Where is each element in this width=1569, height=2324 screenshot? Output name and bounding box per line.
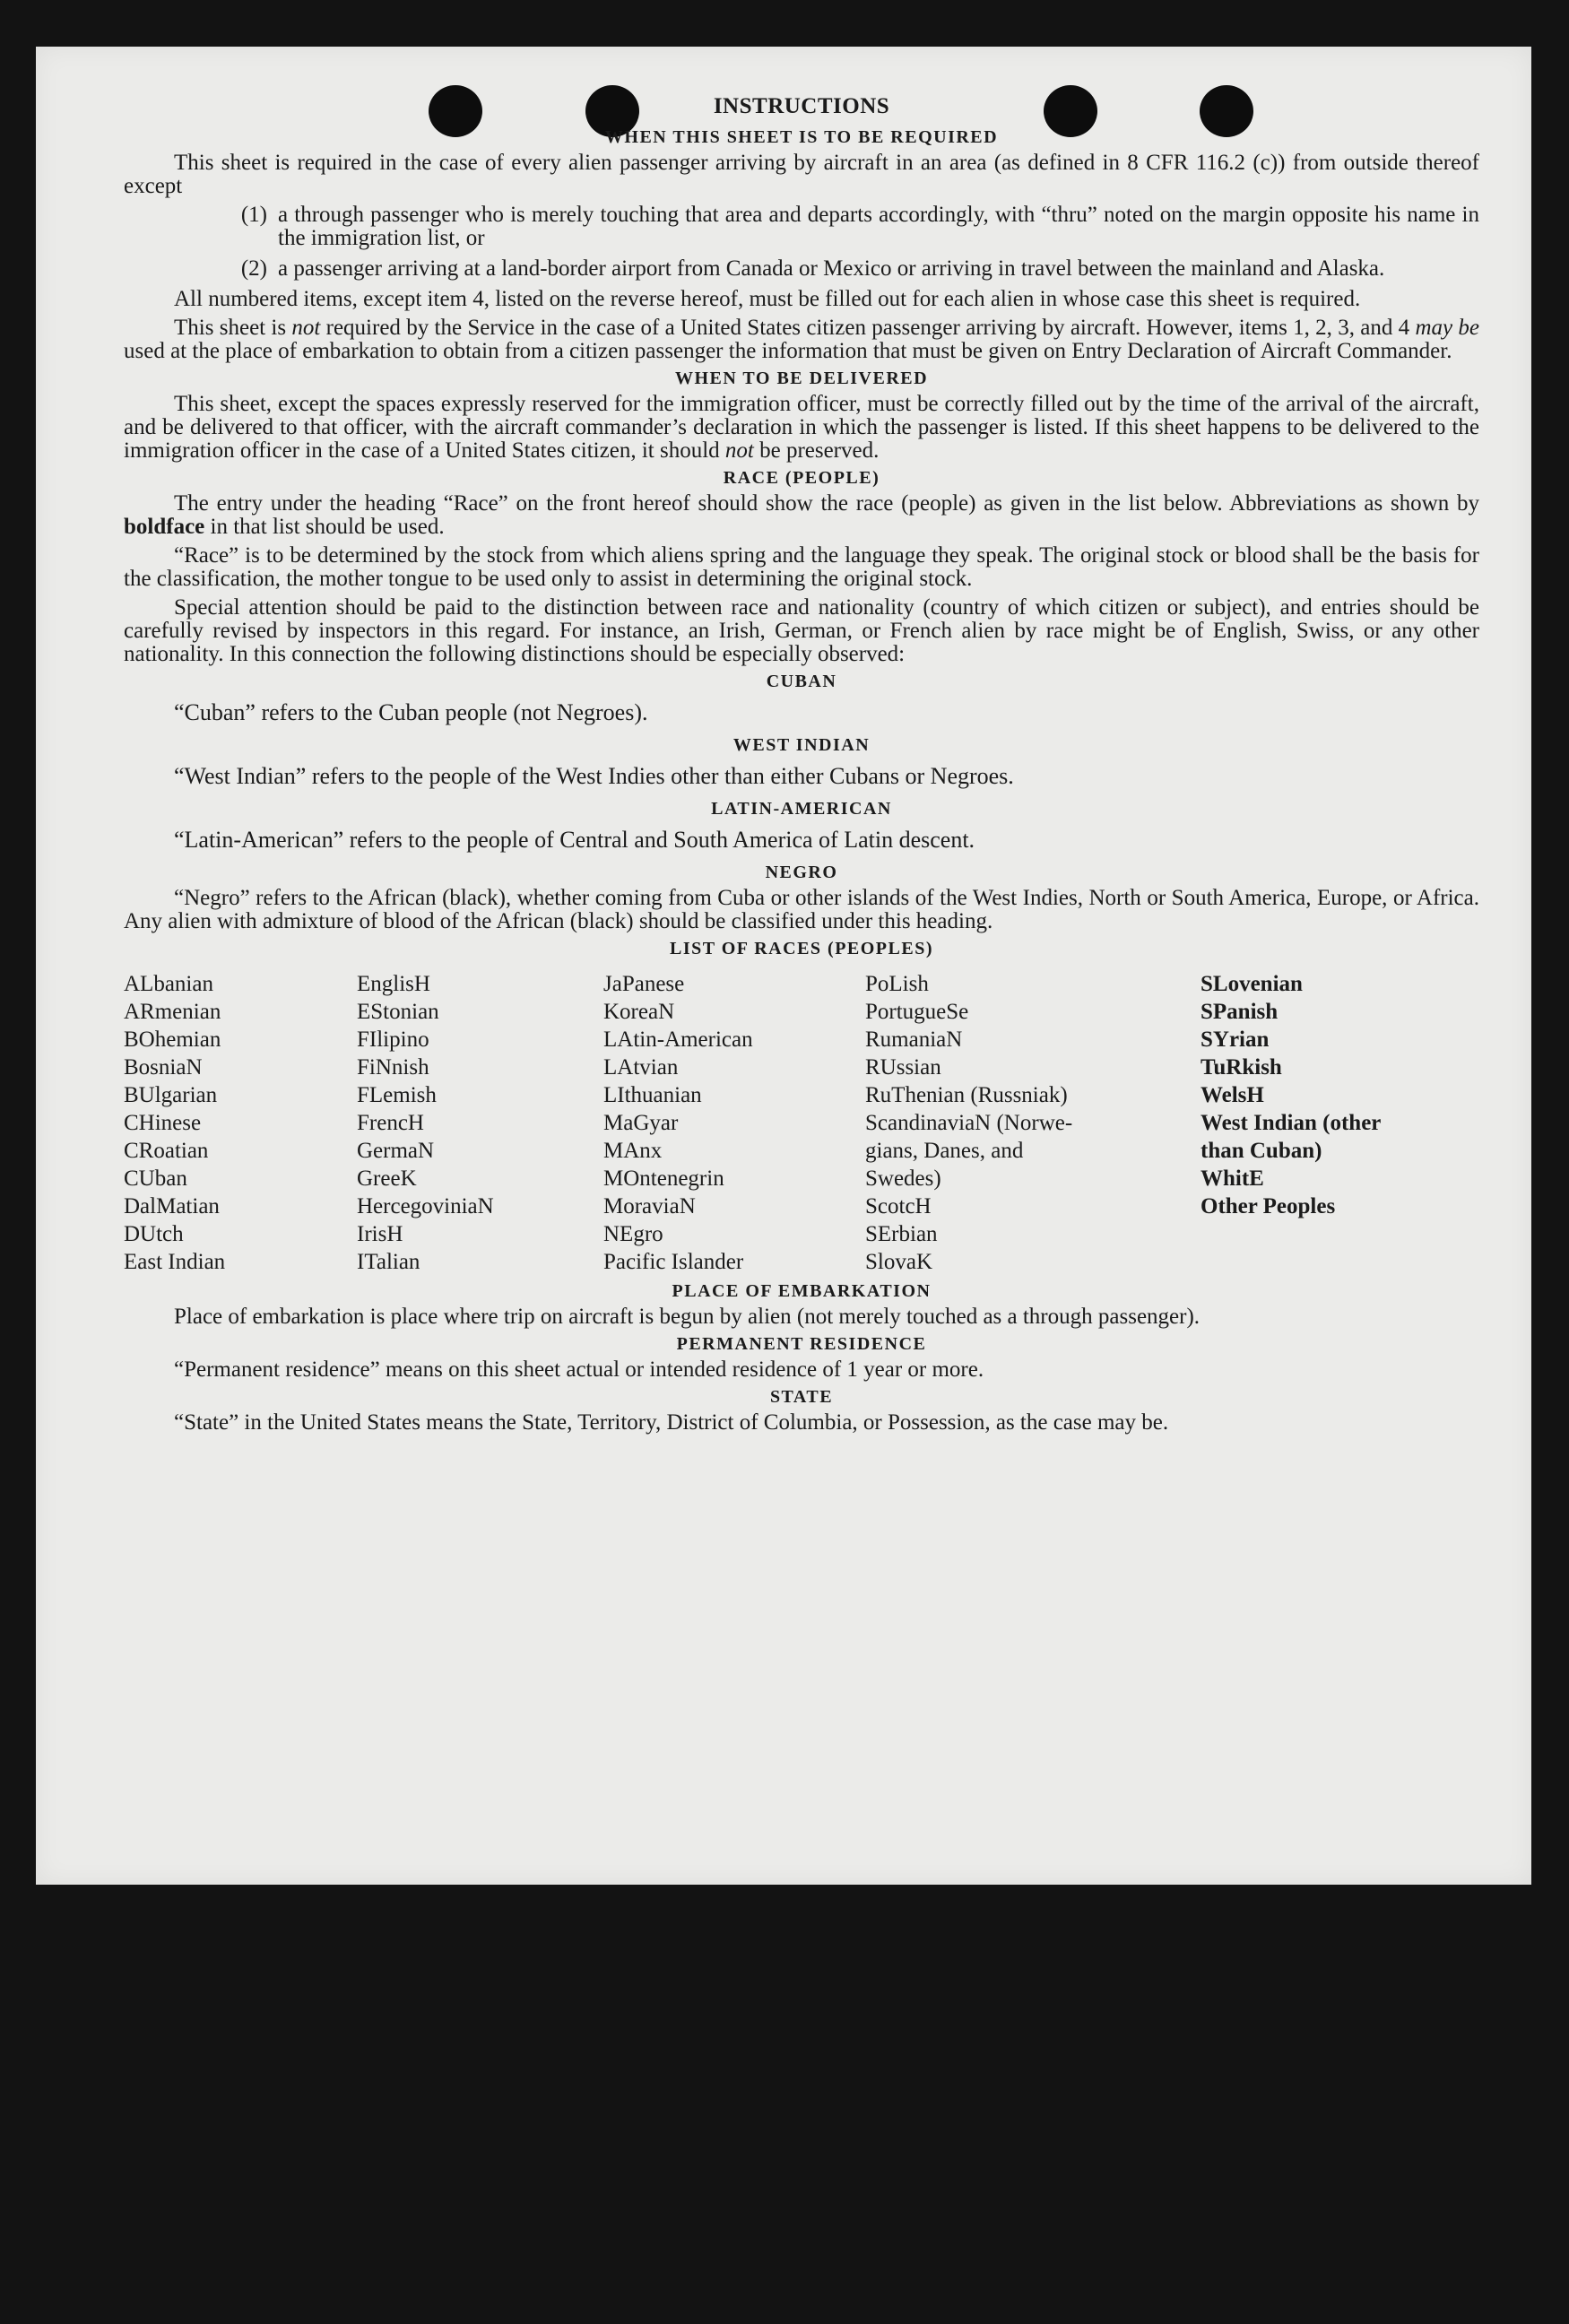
- section-heading-residence: PERMANENT RESIDENCE: [676, 1334, 927, 1354]
- race-entry: LAtvian: [603, 1055, 679, 1080]
- race-entry: MoraviaN: [603, 1194, 696, 1218]
- race-entry: Other Peoples: [1201, 1194, 1336, 1218]
- item-text: a passenger arriving at a land-border airport from Canada or Mexico or arriving in travel between the mainland and Alaska.: [278, 256, 1385, 281]
- race-entry: GreeK: [357, 1166, 417, 1191]
- paragraph: [124, 317, 1479, 363]
- emphasis: not: [724, 438, 754, 463]
- races-column: [1201, 970, 1469, 1276]
- text: in that list should be used.: [204, 515, 445, 539]
- list-item: [124, 257, 1479, 281]
- paragraph: Place of embarkation is place where trip on aircraft is begun by alien (not merely touched as a through passenger).: [174, 1305, 1201, 1329]
- paragraph: [124, 393, 1479, 463]
- paragraph: All numbered items, except item 4, listed on the reverse hereof, must be filled out for each alien in whose case this sheet is required.: [174, 287, 1361, 311]
- item-number: (2): [240, 256, 267, 281]
- section-heading-when-delivered: WHEN TO BE DELIVERED: [674, 369, 929, 388]
- paragraph: [124, 492, 1479, 539]
- section-heading-west-indian: WEST INDIAN: [732, 735, 871, 755]
- race-entry: MaGyar: [603, 1111, 679, 1135]
- race-entry: SYrian: [1201, 1028, 1270, 1052]
- race-entry: gians, Danes, and: [865, 1139, 1024, 1163]
- bold-text: boldface: [124, 515, 205, 539]
- page-title: INSTRUCTIONS: [713, 94, 890, 118]
- emphasis: may be: [1415, 316, 1479, 340]
- form-sheet: [36, 47, 1531, 1885]
- race-entry: PortugueSe: [865, 1000, 969, 1024]
- races-column: [357, 970, 603, 1276]
- paragraph: “State” in the United States means the State, Territory, District of Columbia, or Possession, as the case may be.: [174, 1410, 1169, 1435]
- race-entry: BUlgarian: [124, 1083, 218, 1107]
- race-entry: LIthuanian: [603, 1083, 702, 1107]
- paragraph: This sheet is required in the case of every alien passenger arriving by aircraft in an area (as defined in 8 CFR 116.2 (c)) from outside thereof except: [124, 151, 1479, 198]
- race-entry: MAnx: [603, 1139, 663, 1163]
- text: This sheet is: [174, 316, 292, 340]
- race-entry: FLemish: [357, 1083, 437, 1107]
- text: The entry under the heading “Race” on the front hereof should show the race (people) as given in the list below. Abbreviations as shown by: [174, 491, 1479, 516]
- race-entry: ScandinaviaN (Norwe-: [865, 1111, 1073, 1135]
- paragraph: “Permanent residence” means on this sheet actual or intended residence of 1 year or more.: [174, 1357, 984, 1382]
- race-entry: GermaN: [357, 1139, 435, 1163]
- section-heading-when-required: WHEN THIS SHEET IS TO BE REQUIRED: [604, 127, 999, 147]
- races-column: [603, 970, 865, 1276]
- item-number: (1): [240, 203, 267, 227]
- race-entry: BOhemian: [124, 1028, 221, 1052]
- section-heading-cuban: CUBAN: [766, 672, 837, 691]
- race-entry: IrisH: [357, 1222, 403, 1246]
- race-entry: LAtin-American: [603, 1028, 753, 1052]
- race-entry: EStonian: [357, 1000, 439, 1024]
- definition-latin-american: “Latin-American” refers to the people of Central and South America of Latin descent.: [174, 827, 975, 853]
- definition-west-indian: “West Indian” refers to the people of the West Indies other than either Cubans or Negroes.: [174, 763, 1014, 789]
- emphasis: not: [291, 316, 321, 340]
- instructions-content: [124, 91, 1479, 1440]
- race-entry: ScotcH: [865, 1194, 932, 1218]
- race-entry: DalMatian: [124, 1194, 220, 1218]
- race-entry: CHinese: [124, 1111, 202, 1135]
- race-entry: SPanish: [1201, 1000, 1279, 1024]
- race-entry: WhitE: [1201, 1166, 1264, 1191]
- text: used at the place of embarkation to obtain from a citizen passenger the information that must be given on Entry Declaration of Aircraft Commander.: [124, 339, 1452, 363]
- races-list: [124, 970, 1479, 1276]
- race-entry: than Cuban): [1201, 1139, 1322, 1163]
- race-entry: TuRkish: [1201, 1055, 1282, 1080]
- races-column: [124, 970, 357, 1276]
- paragraph: Special attention should be paid to the distinction between race and nationality (country of which citizen or subject), and entries should be carefully revised by inspectors in this regard. For instance, an Irish, German, or French alien by race might be of English, Swiss, or any other nationality. In this connection the following distinctions should be especially observed:: [124, 595, 1479, 666]
- section-heading-latin-american: LATIN-AMERICAN: [711, 799, 892, 819]
- section-heading-negro: NEGRO: [765, 863, 838, 882]
- race-entry: KoreaN: [603, 1000, 675, 1024]
- text: This sheet, except the spaces expressly reserved for the immigration officer, must be correctly filled out by the time of the arrival of the aircraft, and be delivered to that officer, with the aircraft commander’s declaration in which the passenger is listed. If this sheet happens to be delivered to the immigration officer in the case of a United States citizen, it should: [124, 392, 1479, 463]
- race-entry: WelsH: [1201, 1083, 1264, 1107]
- paragraph: “Negro” refers to the African (black), whether coming from Cuba or other islands of the West Indies, North or South America, Europe, or Africa. Any alien with admixture of blood of the African (black) should be classified under this heading.: [124, 886, 1479, 933]
- race-entry: RUssian: [865, 1055, 941, 1080]
- race-entry: JaPanese: [603, 972, 685, 996]
- race-entry: Pacific Islander: [603, 1250, 744, 1274]
- text: be preserved.: [753, 438, 880, 463]
- list-item: [124, 204, 1479, 250]
- race-entry: West Indian (other: [1201, 1111, 1382, 1135]
- races-column: [865, 970, 1201, 1276]
- text: required by the Service in the case of a United States citizen passenger arriving by aircraft. However, items 1, 2, 3, and 4: [320, 316, 1416, 340]
- race-entry: HercegoviniaN: [357, 1194, 494, 1218]
- section-heading-state: STATE: [769, 1387, 834, 1407]
- section-heading-list-of-races: LIST OF RACES (PEOPLES): [669, 939, 933, 958]
- race-entry: FIlipino: [357, 1028, 429, 1052]
- race-entry: NEgro: [603, 1222, 663, 1246]
- race-entry: SlovaK: [865, 1250, 932, 1274]
- item-text: a through passenger who is merely touching that area and departs accordingly, with “thru” noted on the margin opposite his name in the immigration list, or: [278, 203, 1479, 250]
- race-entry: PoLish: [865, 972, 929, 996]
- race-entry: ARmenian: [124, 1000, 221, 1024]
- race-entry: SErbian: [865, 1222, 938, 1246]
- race-entry: MOntenegrin: [603, 1166, 724, 1191]
- race-entry: East Indian: [124, 1250, 226, 1274]
- race-entry: Swedes): [865, 1166, 941, 1191]
- race-entry: FiNnish: [357, 1055, 429, 1080]
- race-entry: SLovenian: [1201, 972, 1303, 996]
- paragraph: “Race” is to be determined by the stock from which aliens spring and the language they speak. The original stock or blood shall be the basis for the classification, the mother tongue to be used only to assist in determining the original stock.: [124, 543, 1479, 591]
- race-entry: ALbanian: [124, 972, 213, 996]
- race-entry: BosniaN: [124, 1055, 203, 1080]
- race-entry: ITalian: [357, 1250, 420, 1274]
- race-entry: RuThenian (Russniak): [865, 1083, 1068, 1107]
- race-entry: DUtch: [124, 1222, 184, 1246]
- section-heading-embarkation: PLACE OF EMBARKATION: [672, 1281, 932, 1301]
- race-entry: CUban: [124, 1166, 187, 1191]
- section-heading-race: RACE (PEOPLE): [723, 468, 880, 488]
- race-entry: CRoatian: [124, 1139, 209, 1163]
- race-entry: EnglisH: [357, 972, 430, 996]
- definition-cuban: “Cuban” refers to the Cuban people (not Negroes).: [174, 699, 648, 725]
- race-entry: RumaniaN: [865, 1028, 963, 1052]
- race-entry: FrencH: [357, 1111, 424, 1135]
